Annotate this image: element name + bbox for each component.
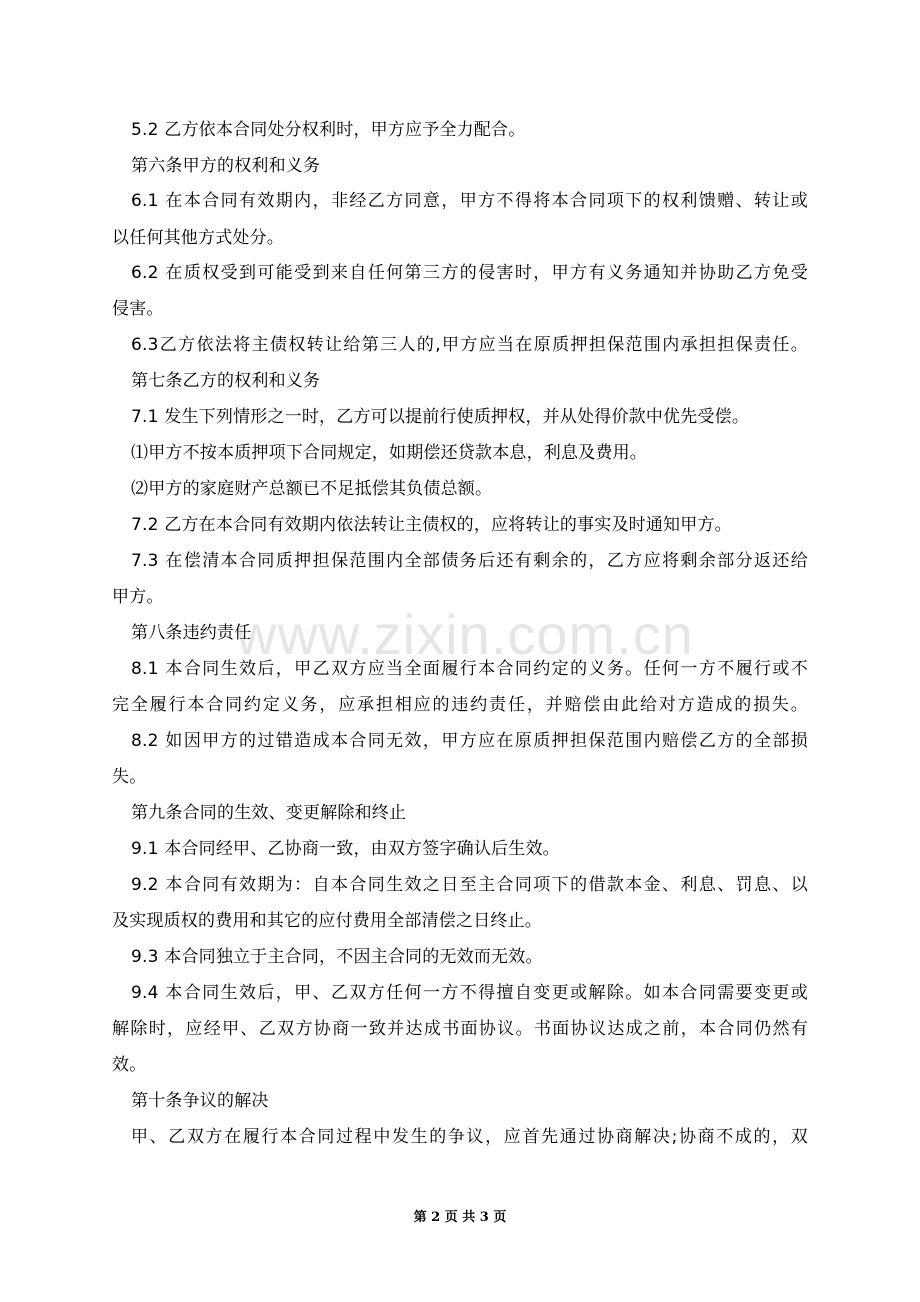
- section-heading: 第六条甲方的权利和义务: [131, 156, 321, 176]
- text-line: 效。: [112, 1055, 147, 1075]
- text-line: 8.2 如因甲方的过错造成本合同无效，甲方应在原质押担保范围内赔偿乙方的全部损: [131, 731, 808, 751]
- text-line: 解除时，应经甲、乙双方协商一致并达成书面协议。书面协议达成之前，本合同仍然有: [112, 1019, 808, 1039]
- section-heading: 第七条乙方的权利和义务: [131, 371, 321, 391]
- page-footer: 第 2 页 共 3 页: [413, 1210, 507, 1225]
- text-line: 甲、乙双方在履行本合同过程中发生的争议，应首先通过协商解决;协商不成的，双: [131, 1127, 808, 1147]
- text-line: 9.3 本合同独立于主合同，不因主合同的无效而无效。: [131, 947, 543, 967]
- text-line: 5.2 乙方依本合同处分权利时，甲方应予全力配合。: [131, 120, 526, 140]
- text-line: 9.4 本合同生效后，甲、乙双方任何一方不得擅自变更或解除。如本合同需要变更或: [131, 983, 808, 1003]
- text-line: 甲方。: [112, 587, 164, 607]
- text-line: 9.2 本合同有效期为：自本合同生效之日至主合同项下的借款本金、利息、罚息、以: [131, 875, 808, 895]
- text-line: ⑵甲方的家庭财产总额已不足抵偿其负债总额。: [131, 479, 493, 499]
- text-line: 侵害。: [112, 299, 164, 319]
- text-line: 失。: [112, 767, 147, 787]
- text-line: 完全履行本合同约定义务，应承担相应的违约责任，并赔偿由此给对方造成的损失。: [112, 695, 808, 715]
- text-line: 以任何其他方式处分。: [112, 228, 284, 248]
- section-heading: 第九条合同的生效、变更解除和终止: [131, 803, 407, 823]
- text-line: 6.1 在本合同有效期内，非经乙方同意，甲方不得将本合同项下的权利馈赠、转让或: [131, 191, 808, 211]
- text-line: 7.3 在偿清本合同质押担保范围内全部债务后还有剩余的，乙方应将剩余部分返还给: [131, 551, 808, 571]
- text-line: ⑴甲方不按本质押项下合同规定，如期偿还贷款本息，利息及费用。: [131, 443, 647, 463]
- text-line: 7.1 发生下列情形之一时，乙方可以提前行使质押权，并从处得价款中优先受偿。: [131, 407, 750, 427]
- watermark: www.zixin.com.cn: [236, 603, 694, 666]
- text-line: 6.2 在质权受到可能受到来自任何第三方的侵害时，甲方有义务通知并协助乙方免受: [131, 263, 808, 283]
- section-heading: 第八条违约责任: [131, 623, 252, 643]
- text-line: 6.3乙方依法将主债权转让给第三人的,甲方应当在原质押担保范围内承担担保责任。: [131, 335, 808, 355]
- text-line: 及实现质权的费用和其它的应付费用全部清偿之日终止。: [112, 911, 542, 931]
- text-line: 8.1 本合同生效后，甲乙双方应当全面履行本合同约定的义务。任何一方不履行或不: [131, 659, 808, 679]
- section-heading: 第十条争议的解决: [131, 1091, 269, 1111]
- text-line: 9.1 本合同经甲、乙协商一致，由双方签字确认后生效。: [131, 839, 560, 859]
- text-line: 7.2 乙方在本合同有效期内依法转让主债权的，应将转让的事实及时通知甲方。: [131, 515, 732, 535]
